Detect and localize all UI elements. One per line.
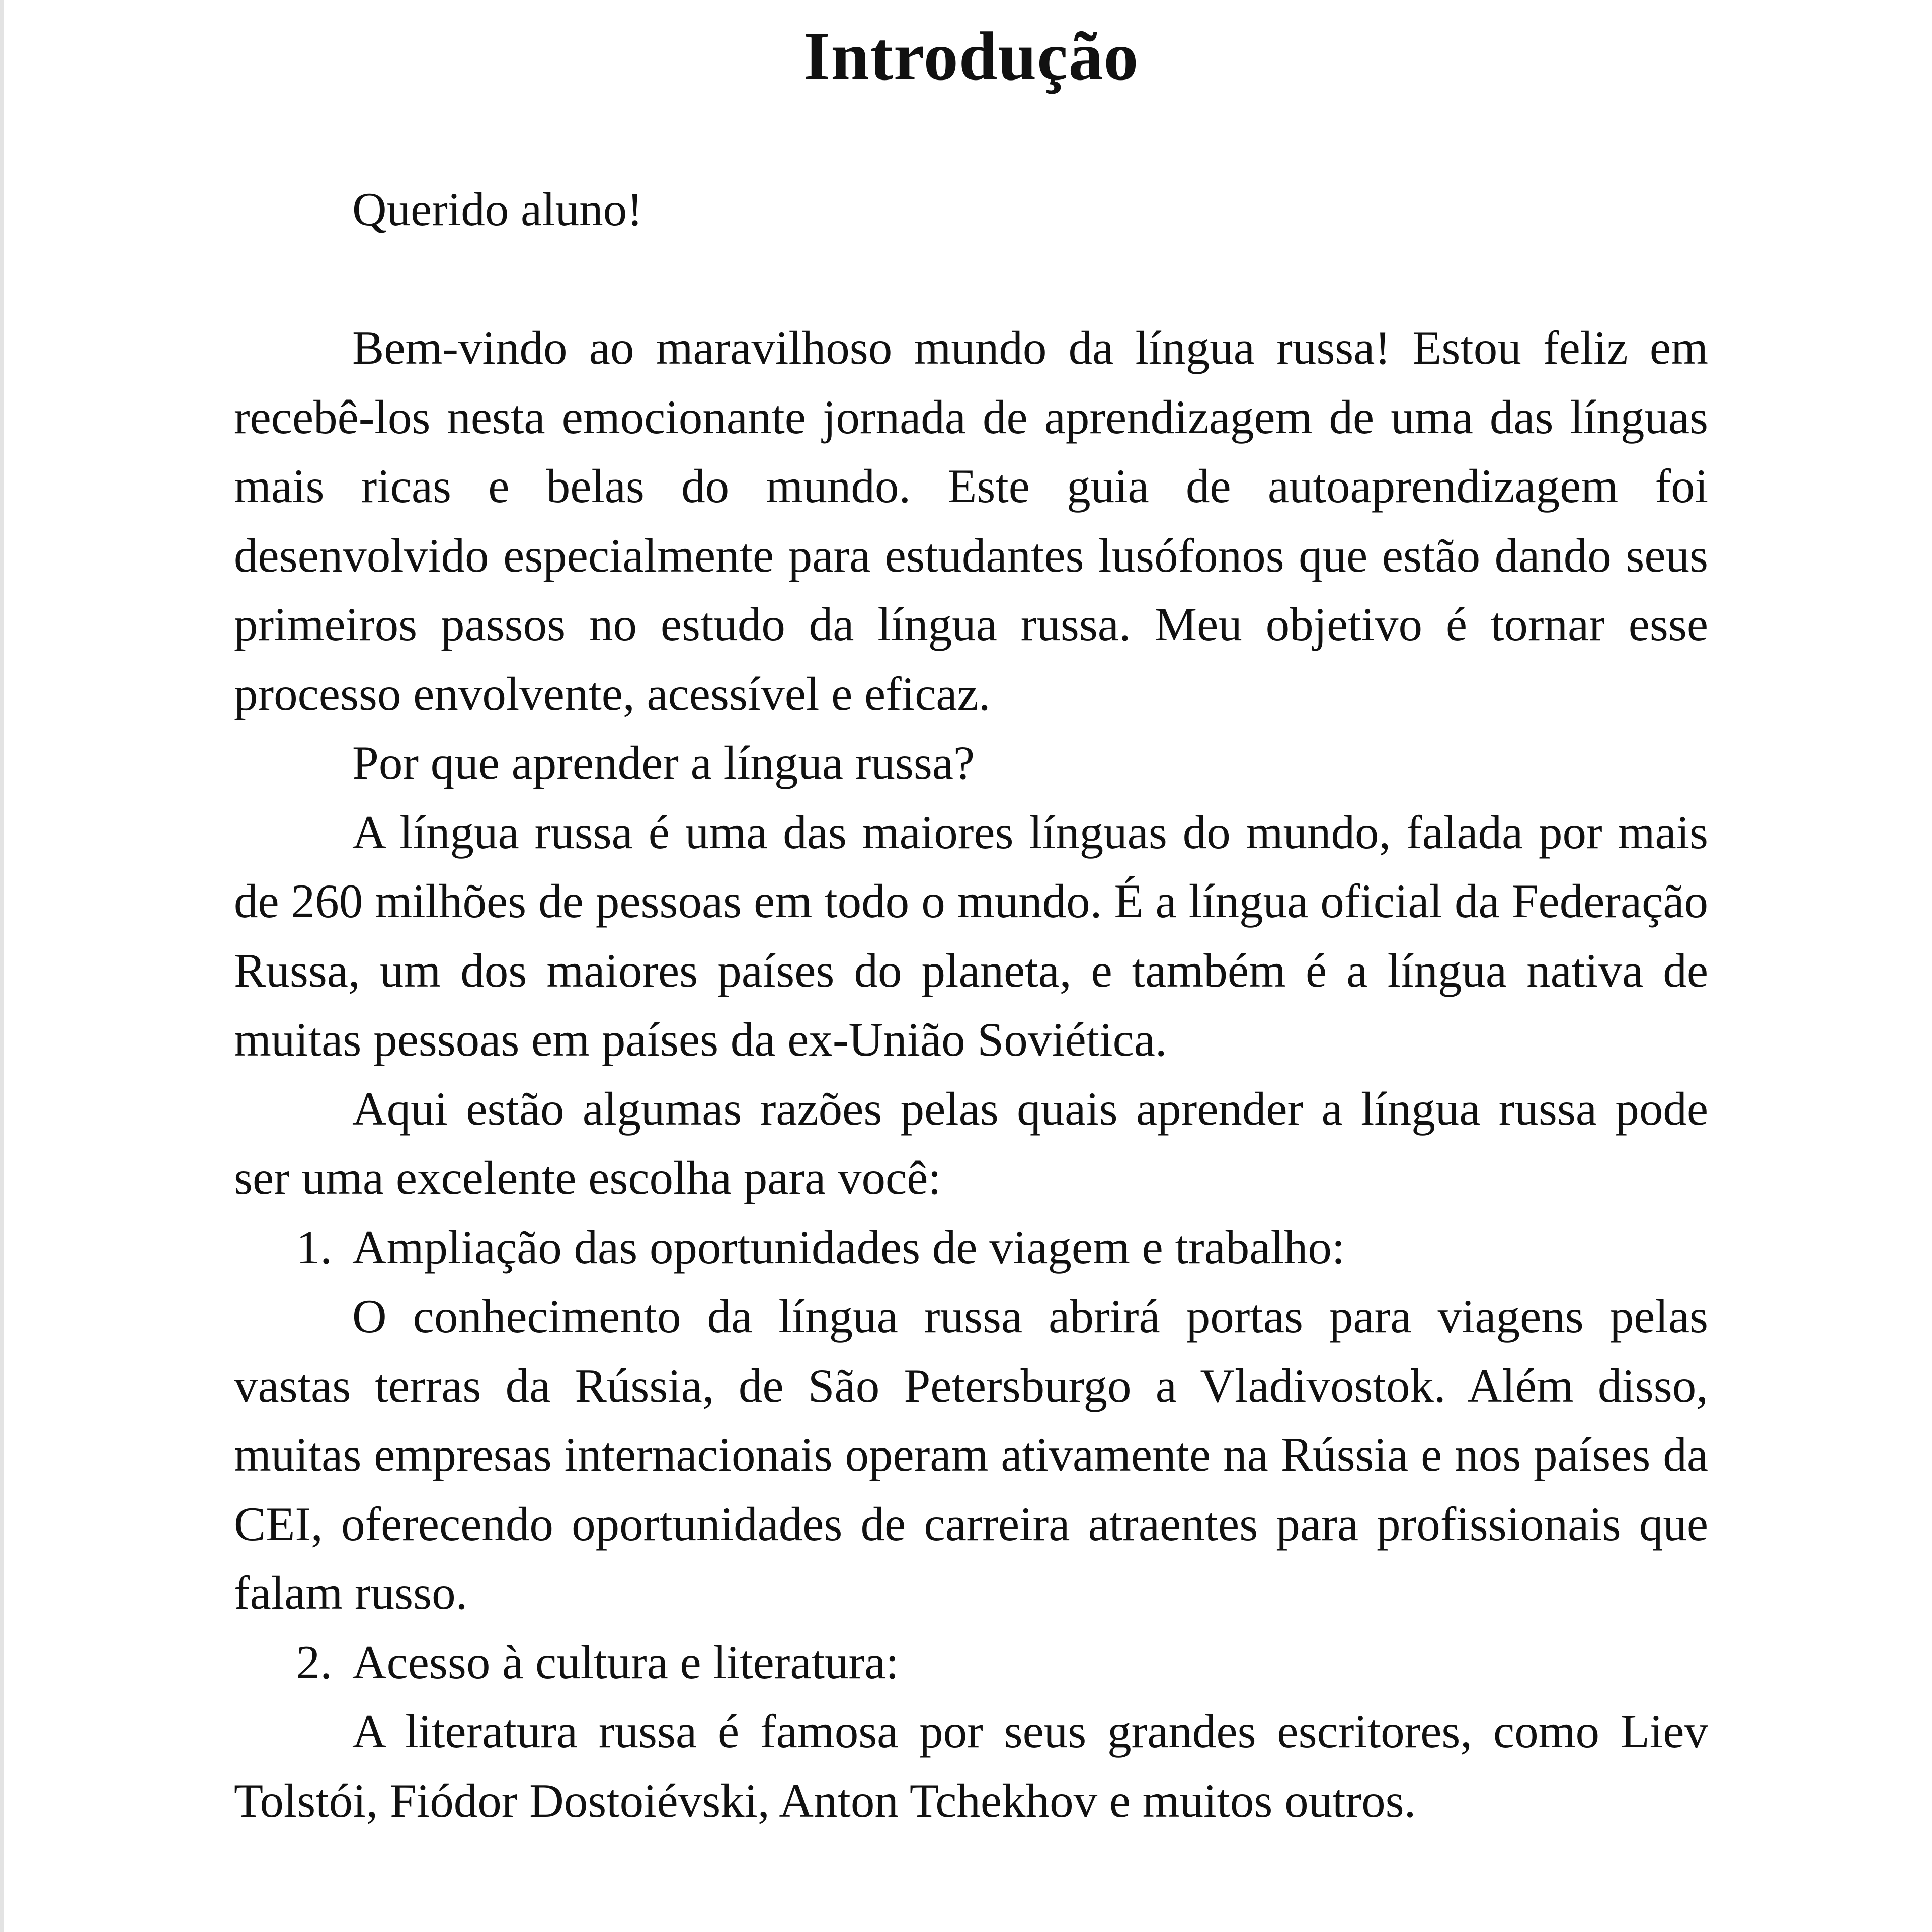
page-left-edge <box>0 0 4 1932</box>
list-item-2-text: A literatura russa é famosa por seus grandes escritores, como Liev Tolstói, Fiódor Dostoiévski, Anton Tchekhov e muitos outros. <box>234 1705 1708 1827</box>
salutation: Querido aluno! <box>352 183 643 236</box>
page-title: Introdução <box>803 18 1139 95</box>
list-item-1 <box>234 1213 1708 1282</box>
list-item-2 <box>234 1628 1708 1698</box>
list-number: 2. <box>296 1635 332 1689</box>
list-number: 1. <box>296 1220 332 1274</box>
paragraph-welcome: Bem-vindo ao maravilhoso mundo da língua russa! Estou feliz em recebê-los nesta emocionante jornada de aprendizagem de uma das línguas mais ricas e belas do mundo. Este guia de autoaprendizagem foi desenvolvido especialmente para estudantes lusófonos que estão dando seus primeiros passos no estudo da língua russa. Meu objetivo é tornar esse processo envolvente, acessível e eficaz. <box>234 321 1708 720</box>
paragraph-reasons-intro: Aqui estão algumas razões pelas quais aprender a língua russa pode ser uma excelente escolha para você: <box>234 1082 1708 1204</box>
list-heading: Ampliação das oportunidades de viagem e trabalho: <box>352 1220 1345 1274</box>
list-heading: Acesso à cultura e literatura: <box>352 1635 899 1689</box>
list-item-1-text: O conhecimento da língua russa abrirá portas para viagens pelas vastas terras da Rússia, de São Petersburgo a Vladivostok. Além disso, muitas empresas internacionais operam ativamente na Rússia e nos países da CEI, oferecendo oportunidades de carreira atraentes para profissionais que falam russo. <box>234 1290 1708 1620</box>
document-body <box>234 175 1708 1835</box>
paragraph-question: Por que aprender a língua russa? <box>352 736 975 789</box>
paragraph-facts: A língua russa é uma das maiores línguas do mundo, falada por mais de 260 milhões de pessoas em todo o mundo. É a língua oficial da Federação Russa, um dos maiores países do planeta, e também é a língua nativa de muitas pessoas em países da ex-União Soviética. <box>234 805 1708 1066</box>
